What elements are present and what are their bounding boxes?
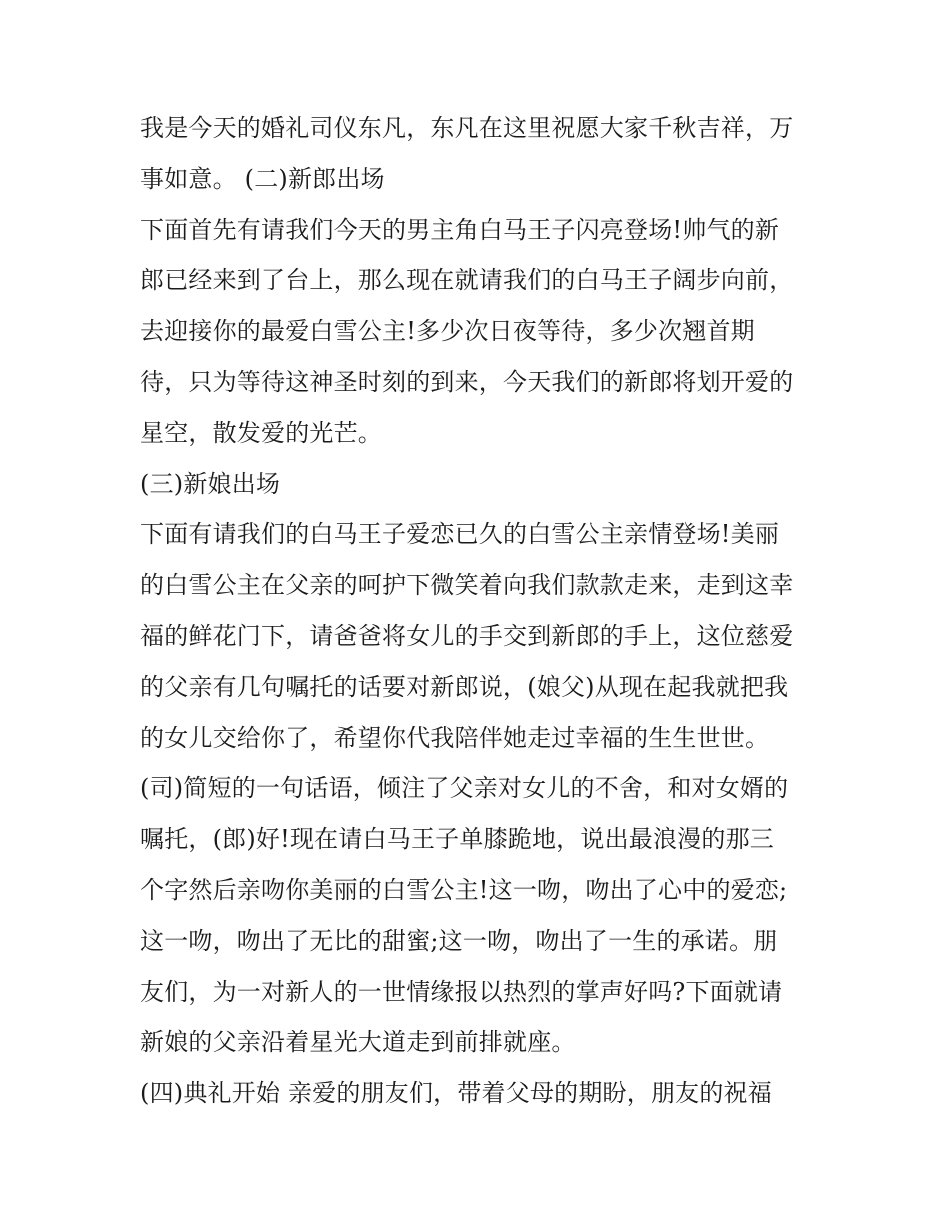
text-line: 的女儿交给你了，希望你代我陪伴她走过幸福的生生世世。: [140, 723, 770, 752]
text-line: 的白雪公主在父亲的呵护下微笑着向我们款款走来，走到这幸: [140, 571, 794, 600]
text-line: 事如意。 (二)新郎出场: [140, 164, 385, 193]
text-line: 星空，散发爱的光芒。: [140, 418, 382, 447]
text-line: 下面首先有请我们今天的男主角白马王子闪亮登场!帅气的新: [140, 215, 780, 244]
text-line: 下面有请我们的白马王子爱恋已久的白雪公主亲情登场!美丽: [140, 520, 780, 549]
text-line: 待，只为等待这神圣时刻的到来，今天我们的新郎将划开爱的: [140, 367, 794, 396]
text-line: 个字然后亲吻你美丽的白雪公主!这一吻，吻出了心中的爱恋;: [140, 875, 788, 904]
text-line: 嘱托，(郎)好!现在请白马王子单膝跪地，说出最浪漫的那三: [140, 825, 774, 854]
text-line: 郎已经来到了台上，那么现在就请我们的白马王子阔步向前，: [140, 266, 794, 295]
text-line: (四)典礼开始 亲爱的朋友们，带着父母的期盼，朋友的祝福: [140, 1079, 772, 1108]
text-line: 这一吻，吻出了无比的甜蜜;这一吻，吻出了一生的承诺。朋: [140, 926, 778, 955]
text-line: (司)简短的一句话语，倾注了父亲对女儿的不舍，和对女婿的: [140, 774, 789, 803]
text-line: (三)新娘出场: [140, 469, 281, 498]
text-line: 友们，为一对新人的一世情缘报以热烈的掌声好吗?下面就请: [140, 977, 783, 1006]
text-line: 新娘的父亲沿着星光大道走到前排就座。: [140, 1028, 576, 1057]
text-line: 去迎接你的最爱白雪公主!多少次日夜等待，多少次翘首期: [140, 317, 755, 346]
document-body: [140, 103, 820, 1119]
text-line: 福的鲜花门下，请爸爸将女儿的手交到新郎的手上，这位慈爱: [140, 621, 794, 650]
text-line: 的父亲有几句嘱托的话要对新郎说，(娘父)从现在起我就把我: [140, 672, 789, 701]
text-line: 我是今天的婚礼司仪东凡，东凡在这里祝愿大家千秋吉祥，万: [140, 114, 794, 142]
